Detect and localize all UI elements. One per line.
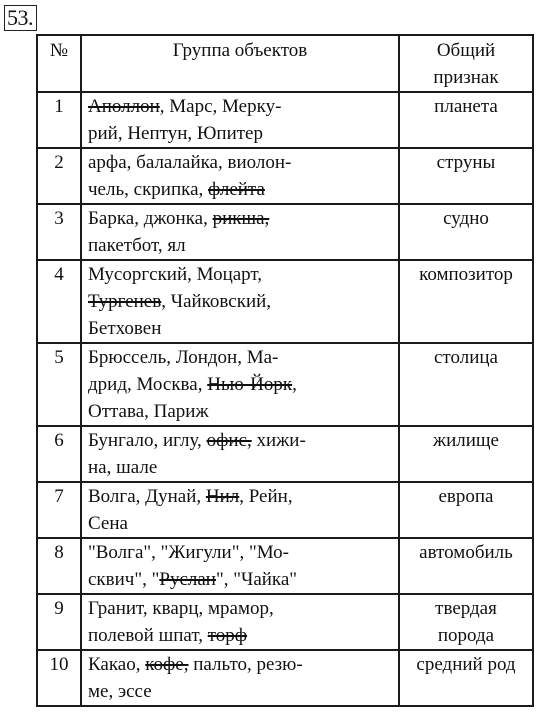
common-feature-cell: средний род [399,650,533,706]
object-group-cell [81,538,399,594]
table-row [37,204,533,260]
object-text: пакетбот, ял [88,235,186,256]
struck-out-object: торф [207,625,248,646]
common-feature-cell: жилище [399,426,533,482]
object-text: ", "Чайка" [215,569,298,590]
table-row [37,343,533,426]
object-text: Гранит, кварц, мрамор, полевой шпат, [88,598,274,646]
table-row [37,482,533,538]
row-number: 3 [37,204,81,260]
object-text: Брюссель, Лондон, Ма- дрид, Москва, [88,347,279,395]
object-text: , Рейн, Сена [88,486,293,534]
object-group-cell [81,426,399,482]
row-number: 4 [37,260,81,343]
table-row [37,260,533,343]
table-row [37,650,533,706]
object-text: хижи- на, шале [88,430,306,478]
row-number: 7 [37,482,81,538]
object-group-cell [81,343,399,426]
table-row [37,92,533,148]
struck-out-object: флейта [208,179,265,200]
header-object-group: Группа объектов [81,35,399,92]
answer-table [36,34,534,707]
object-text: Какао, [88,654,146,675]
object-text: Бунгало, иглу, [88,430,207,451]
struck-out-object: Аполлон [88,96,160,117]
header-number: № [37,35,81,92]
object-group-cell [81,260,399,343]
row-number: 1 [37,92,81,148]
common-feature-cell: планета [399,92,533,148]
struck-out-object: Руслан [159,569,216,590]
common-feature-cell: столица [399,343,533,426]
struck-out-object: кофе, [145,654,189,675]
task-number: 53. [4,5,37,31]
object-text: пальто, резю- ме, эссе [88,654,303,702]
object-text: , Марс, Мерку- рий, Нептун, Юпитер [88,96,282,144]
common-feature-cell: судно [399,204,533,260]
header-common-feature: Общий признак [399,35,533,92]
table-row [37,538,533,594]
object-text: Мусоргский, Моцарт, [88,264,263,285]
table-header-row [37,35,533,92]
object-group-cell [81,594,399,650]
object-group-cell [81,148,399,204]
row-number: 2 [37,148,81,204]
object-text: Барка, джонка, [88,208,213,229]
common-feature-cell: автомобиль [399,538,533,594]
table-row [37,594,533,650]
row-number: 6 [37,426,81,482]
object-group-cell [81,92,399,148]
object-group-cell [81,204,399,260]
struck-out-object: офис, [206,430,252,451]
row-number: 9 [37,594,81,650]
object-text: , Чайковский, Бетховен [88,291,272,339]
struck-out-object: Нью-Йорк [207,374,293,395]
common-feature-cell: струны [399,148,533,204]
row-number: 5 [37,343,81,426]
table-row [37,148,533,204]
row-number: 10 [37,650,81,706]
struck-out-object: Тургенев [88,291,162,312]
object-group-cell [81,482,399,538]
struck-out-object: Нил [205,486,240,507]
row-number: 8 [37,538,81,594]
object-text: Волга, Дунай, [88,486,206,507]
object-text: арфа, балалайка, виолон- чель, скрипка, [88,152,292,200]
common-feature-cell: твердая порода [399,594,533,650]
object-text: "Волга", "Жигули", "Мо- сквич", " [88,542,289,590]
table-row [37,426,533,482]
object-text: , Оттава, Париж [88,374,297,422]
object-group-cell [81,650,399,706]
struck-out-object: рикша, [212,208,270,229]
common-feature-cell: европа [399,482,533,538]
common-feature-cell: композитор [399,260,533,343]
